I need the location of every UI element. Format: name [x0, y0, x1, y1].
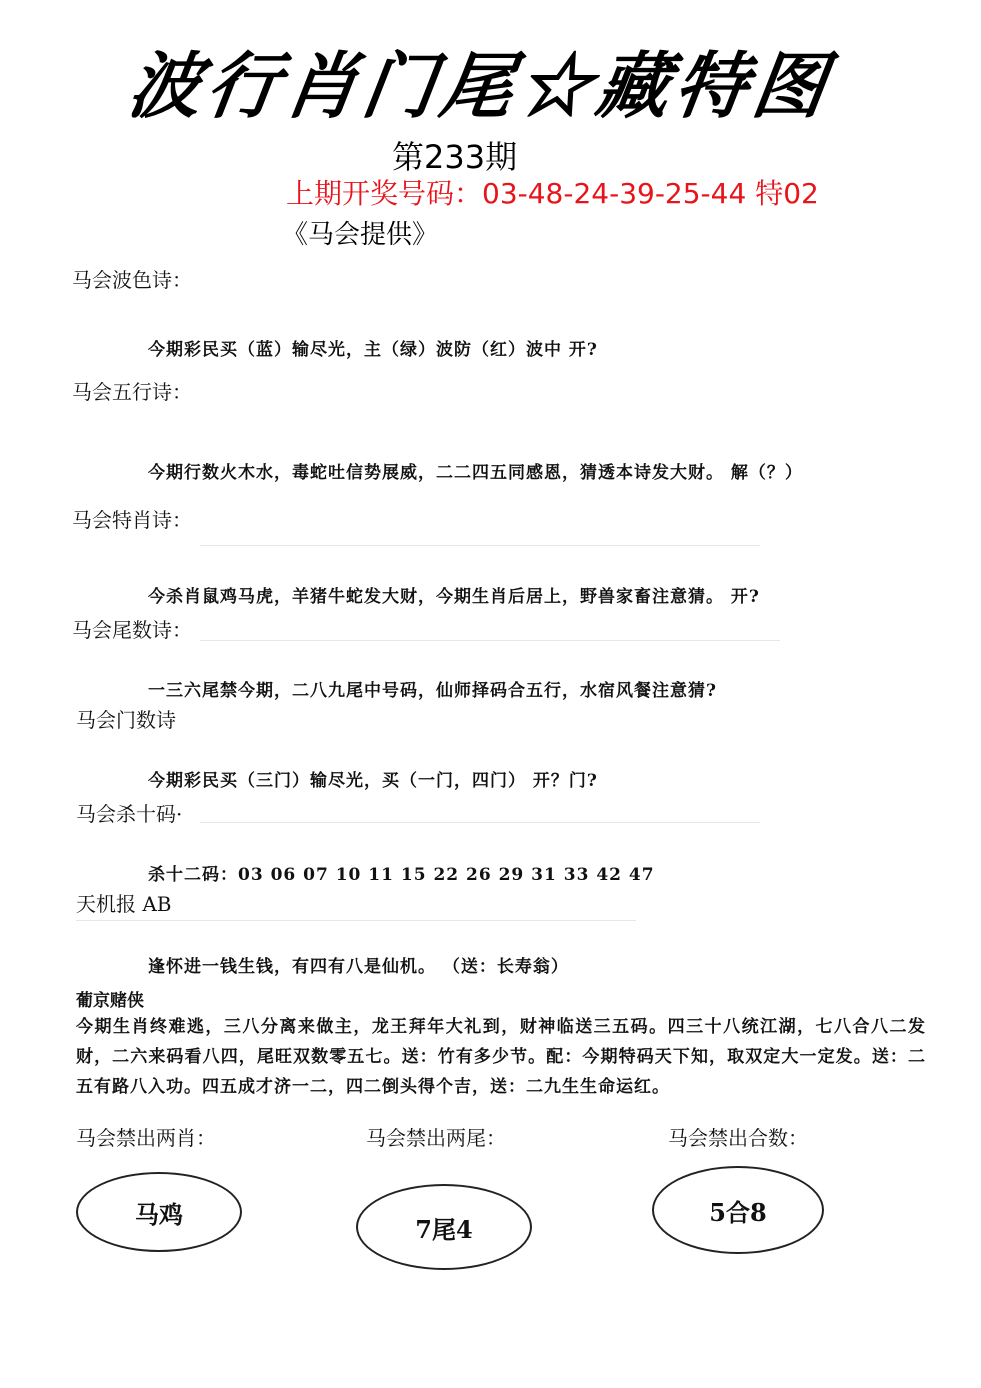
page-title: 波行肖门尾☆藏特图 [123, 43, 838, 128]
wave-poem-heading: 马会波色诗： [72, 268, 192, 292]
ban-sum-label: 马会禁出合数： [668, 1126, 808, 1150]
last-draw-numbers: 上期开奖号码：03-48-24-39-25-44 特02 [286, 177, 819, 210]
tianji-text: 逢怀进一钱生钱，有四有八是仙机。 （送：长寿翁） [148, 957, 569, 977]
ban-zodiac-value: 马鸡 [135, 1199, 183, 1229]
ban-sum-ellipse [652, 1166, 824, 1254]
ban-sum-value: 5合8 [709, 1197, 767, 1227]
special-zodiac-text: 今杀肖鼠鸡马虎，羊猪牛蛇发大财，今期生肖后居上，野兽家畜注意猜。 开? [148, 587, 760, 607]
kill-numbers-heading: 马会杀十码· [76, 802, 183, 826]
door-poem-heading: 马会门数诗 [76, 708, 176, 732]
wave-poem-text: 今期彩民买（蓝）输尽光，主（绿）波防（红）波中 开? [148, 340, 598, 360]
ban-zodiac-label: 马会禁出两肖： [76, 1126, 216, 1150]
special-zodiac-heading: 马会特肖诗： [72, 508, 192, 532]
five-elements-text: 今期行数火木水，毒蛇吐信势展威，二二四五同感恩，猜透本诗发大财。 解（？） [148, 463, 803, 483]
faint-line [200, 640, 780, 641]
ban-zodiac-ellipse [76, 1172, 242, 1252]
faint-line [200, 822, 760, 823]
ban-tail-value: 7尾4 [415, 1214, 473, 1244]
tail-poem-heading: 马会尾数诗： [72, 618, 192, 642]
kill-numbers-text: 杀十二码：03 06 07 10 11 15 22 26 29 31 33 42 47 [148, 865, 655, 885]
door-poem-text: 今期彩民买（三门）输尽光，买（一门，四门） 开？门? [148, 771, 598, 791]
tail-poem-text: 一三六尾禁今期，二八九尾中号码，仙师择码合五行，水宿风餐注意猜? [148, 681, 717, 701]
ban-tail-ellipse [356, 1184, 532, 1270]
tianji-heading: 天机报 AB [76, 892, 172, 916]
faint-line [76, 920, 636, 921]
faint-line [200, 545, 760, 546]
provider-label: 《马会提供》 [282, 220, 439, 250]
hero-paragraph: 今期生肖终难逃，三八分离来做主，龙王拜年大礼到，财神临送三五码。四三十八统江湖，七八合八二发财，二六来码看八四，尾旺双数零五七。送：竹有多少节。配：今期特码天下知，取双定大一定发。送：二五有路八入功。四五成才济一二，四二倒头得个吉，送：二九生生命运红。 [76, 1017, 926, 1097]
issue-number: 第233期 [392, 138, 518, 176]
ban-tail-label: 马会禁出两尾： [366, 1126, 506, 1150]
hero-heading: 葡京赌侠 [76, 991, 144, 1011]
five-elements-heading: 马会五行诗： [72, 380, 192, 404]
